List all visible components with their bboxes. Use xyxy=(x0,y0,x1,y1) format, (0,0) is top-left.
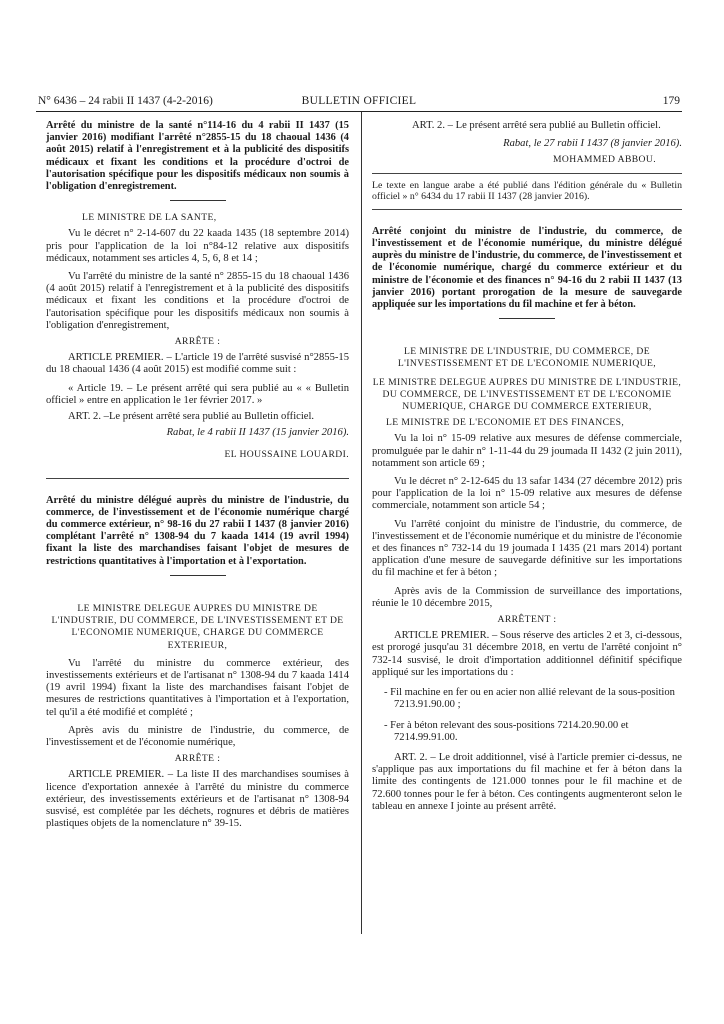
decree-title-trade: Arrêté du ministre délégué auprès du ministre de l'industrie, du commerce, de l'investissement et de l'économie numérique chargé du commerce extérieur, n° 98-16 du 27 rabii I 1437 (8 janvier 2016) complétant l'arrêté n° 1308-94 du 7 kaada 1414 (19 avril 1994) fixant la liste des marchandises faisant l'objet de mesures de restrictions quantitatives à l'importation et à l'exportation. xyxy=(46,494,349,567)
section-rule xyxy=(372,209,682,210)
article-paragraph: ART. 2. – Le présent arrêté sera publié au Bulletin officiel. xyxy=(412,120,661,131)
list-item: - Fer à béton relevant des sous-positions 7214.20.90.00 et 7214.99.91.00. xyxy=(384,719,629,743)
title-rule xyxy=(499,318,555,319)
minister-heading: LE MINISTRE DE LA SANTE, xyxy=(82,212,217,224)
minister-heading: LE MINISTRE DE L'INDUSTRIE, DU COMMERCE, DE L'INVESTISSEMENT ET DE L'ECONOMIE NUMERIQUE, xyxy=(397,346,657,370)
title-rule xyxy=(170,200,226,201)
journal-title: BULLETIN OFFICIEL xyxy=(301,95,417,107)
recital-paragraph: Après avis de la Commission de surveillance des importations, réunie le 10 décembre 2015, xyxy=(372,585,682,609)
recital-paragraph: Vu la loi n° 15-09 relative aux mesures de défense commerciale, promulguée par le dahir n° 1-11-44 du 29 joumada II 1432 (2 juin 2011), notamment son article 69 ; xyxy=(372,433,682,469)
recital-paragraph: Vu le décret n° 2-12-645 du 13 safar 1434 (27 décembre 2012) pris pour l'application de la loi n° 15-09 relative aux mesures de défense commerciale, notamment son article 54 ; xyxy=(372,476,682,512)
left-column xyxy=(46,120,349,830)
signatory-name: MOHAMMED ABBOU. xyxy=(552,154,656,166)
decree-heading: ARRÊTENT : xyxy=(497,614,557,626)
decree-title-joint: Arrêté conjoint du ministre de l'industrie, du commerce, de l'investissement et de l'économie numérique, du ministre délégué auprès du ministre de l'industrie, du commerce, de l'investissement et de l'économie numérique, chargé du commerce extérieur et du ministre de l'économie et des finances n° 94-16 du 2 rabii II 1437 (13 janvier 2016) portant prorogation de la mesure de sauvegarde appliquée sur les importations du fil machine et fer à béton. xyxy=(372,225,682,311)
recital-paragraph: Vu l'arrêté du ministre du commerce extérieur, des investissements extérieurs et de l'artisanat n° 1308-94 du 7 kaada 1414 (19 avril 1994) fixant la liste des marchandises faisant l'objet de mesures de restrictions quantitatives à l'importation et à l'exportation, tel qu'il a été modifié et complété ; xyxy=(46,657,349,718)
article-paragraph: ARTICLE PREMIER. – Sous réserve des articles 2 et 3, ci-dessous, est prorogé jusqu'au 31 décembre 2018, en vertu de l'arrêté conjoint n° 732-14 susvisé, le droit d'importation additionnel définitif spécifique appliqué sur les importations du : xyxy=(372,630,682,678)
article-paragraph: ARTICLE PREMIER. – L'article 19 de l'arrêté susvisé n°2855-15 du 18 chaoual 1436 (4 août 2015) est modifié comme suit : xyxy=(46,352,349,376)
arabic-text-note: Le texte en langue arabe a été publié dans l'édition générale du « Bulletin officiel » n° 6434 du 17 rabii II 1437 (28 janvier 2016). xyxy=(372,179,682,203)
article-paragraph: ARTICLE PREMIER. – La liste II des marchandises soumises à licence d'exportation annexée à l'arrêté du ministre du commerce extérieur, des investissements extérieurs et de l'artisanat n° 1308-94 susvisé, est complétée par les déchets, rognures et débris de matières plastiques objets de la nomenclature n° 39-15. xyxy=(46,769,349,830)
recital-paragraph: Après avis du ministre de l'industrie, du commerce, de l'investissement et de l'économie numérique, xyxy=(46,724,349,748)
issue-number: N° 6436 – 24 rabii II 1437 (4-2-2016) xyxy=(38,95,213,107)
right-column xyxy=(372,120,682,813)
article-quote: « Article 19. – Le présent arrêté qui sera publié au « « Bulletin officiel » entre en application le 1er février 2017. » xyxy=(46,382,349,406)
article-paragraph: ART. 2. –Le présent arrêté sera publié au Bulletin officiel. xyxy=(68,411,315,423)
recital-paragraph: Vu le décret n° 2-14-607 du 22 kaada 1435 (18 septembre 2014) pris pour l'application de la loi n°84-12 relative aux dispositifs médicaux, notamment ses articles 4, 5, 6, 8 et 14 ; xyxy=(46,228,349,264)
title-rule xyxy=(170,575,226,576)
minister-heading: LE MINISTRE DELEGUE AUPRES DU MINISTRE DE L'INDUSTRIE, DU COMMERCE, DE L'INVESTISSEMENT ET DE L'ECONOMIE NUMERIQUE, CHARGE DU COMMERCE EXTERIEUR, xyxy=(51,602,344,651)
section-rule xyxy=(46,478,349,479)
signing-place-date: Rabat, le 4 rabii II 1437 (15 janvier 2016). xyxy=(166,427,349,439)
minister-heading: LE MINISTRE DELEGUE AUPRES DU MINISTRE DE L'INDUSTRIE, DU COMMERCE, DE L'INVESTISSEMENT ET DE L'ECONOMIE NUMERIQUE, CHARGE DU COMMERCE EXTERIEUR, xyxy=(372,376,682,413)
signatory-name: EL HOUSSAINE LOUARDI. xyxy=(224,449,349,461)
recital-paragraph: Vu l'arrêté conjoint du ministre de l'industrie, du commerce, de l'investissement et de l'économie numérique et du ministre de l'économie et des finances n° 732-14 du 19 joumada I 1435 (21 mars 2014) portant application d'une mesure de sauvegarde définitive sur les importations du fil machine et fer à béton ; xyxy=(372,518,682,579)
list-item: - Fil machine en fer ou en acier non allié relevant de la sous-position 7213.91.90.00 ; xyxy=(384,687,675,711)
column-divider xyxy=(361,112,362,934)
signing-place-date: Rabat, le 27 rabii I 1437 (8 janvier 2016). xyxy=(503,138,682,150)
article-paragraph: ART. 2. – Le droit additionnel, visé à l'article premier ci-dessus, ne s'applique pas aux importations du fil machine et fer à béton dans la limite des contingents de 121.000 tonnes pour le fil machine et de 72.600 tonnes pour le fer à béton. Ces contingents augmenteront selon le tableau en annexe I jointe au présent arrêté. xyxy=(372,751,682,812)
decree-heading: ARRÊTE : xyxy=(174,753,221,765)
minister-heading: LE MINISTRE DE L'ECONOMIE ET DES FINANCES, xyxy=(386,417,625,429)
decree-heading: ARRÊTE : xyxy=(174,336,221,348)
page-header xyxy=(36,95,682,112)
recital-paragraph: Vu l'arrêté du ministre de la santé n° 2855-15 du 18 chaoual 1436 (4 août 2015) relatif à l'enregistrement et à la publicité des dispositifs médicaux et fixant les conditions et la procédure d'octroi de l'autorisation spécifique pour les dispositifs médicaux non soumis à l'obligation d'enregistrement, xyxy=(46,271,349,331)
page-number: 179 xyxy=(662,95,680,107)
decree-title-health: Arrêté du ministre de la santé n°114-16 du 4 rabii II 1437 (15 janvier 2016) modifiant l'arrêté n°2855-15 du 18 chaoual 1436 (4 août 2015) relatif à l'enregistrement et à la publicité des dispositifs médicaux et fixant les conditions et la procédure d'octroi de l'autorisation spécifique pour les dispositifs médicaux non soumis à l'obligation d'enregistrement. xyxy=(46,120,349,193)
note-rule xyxy=(372,173,682,174)
